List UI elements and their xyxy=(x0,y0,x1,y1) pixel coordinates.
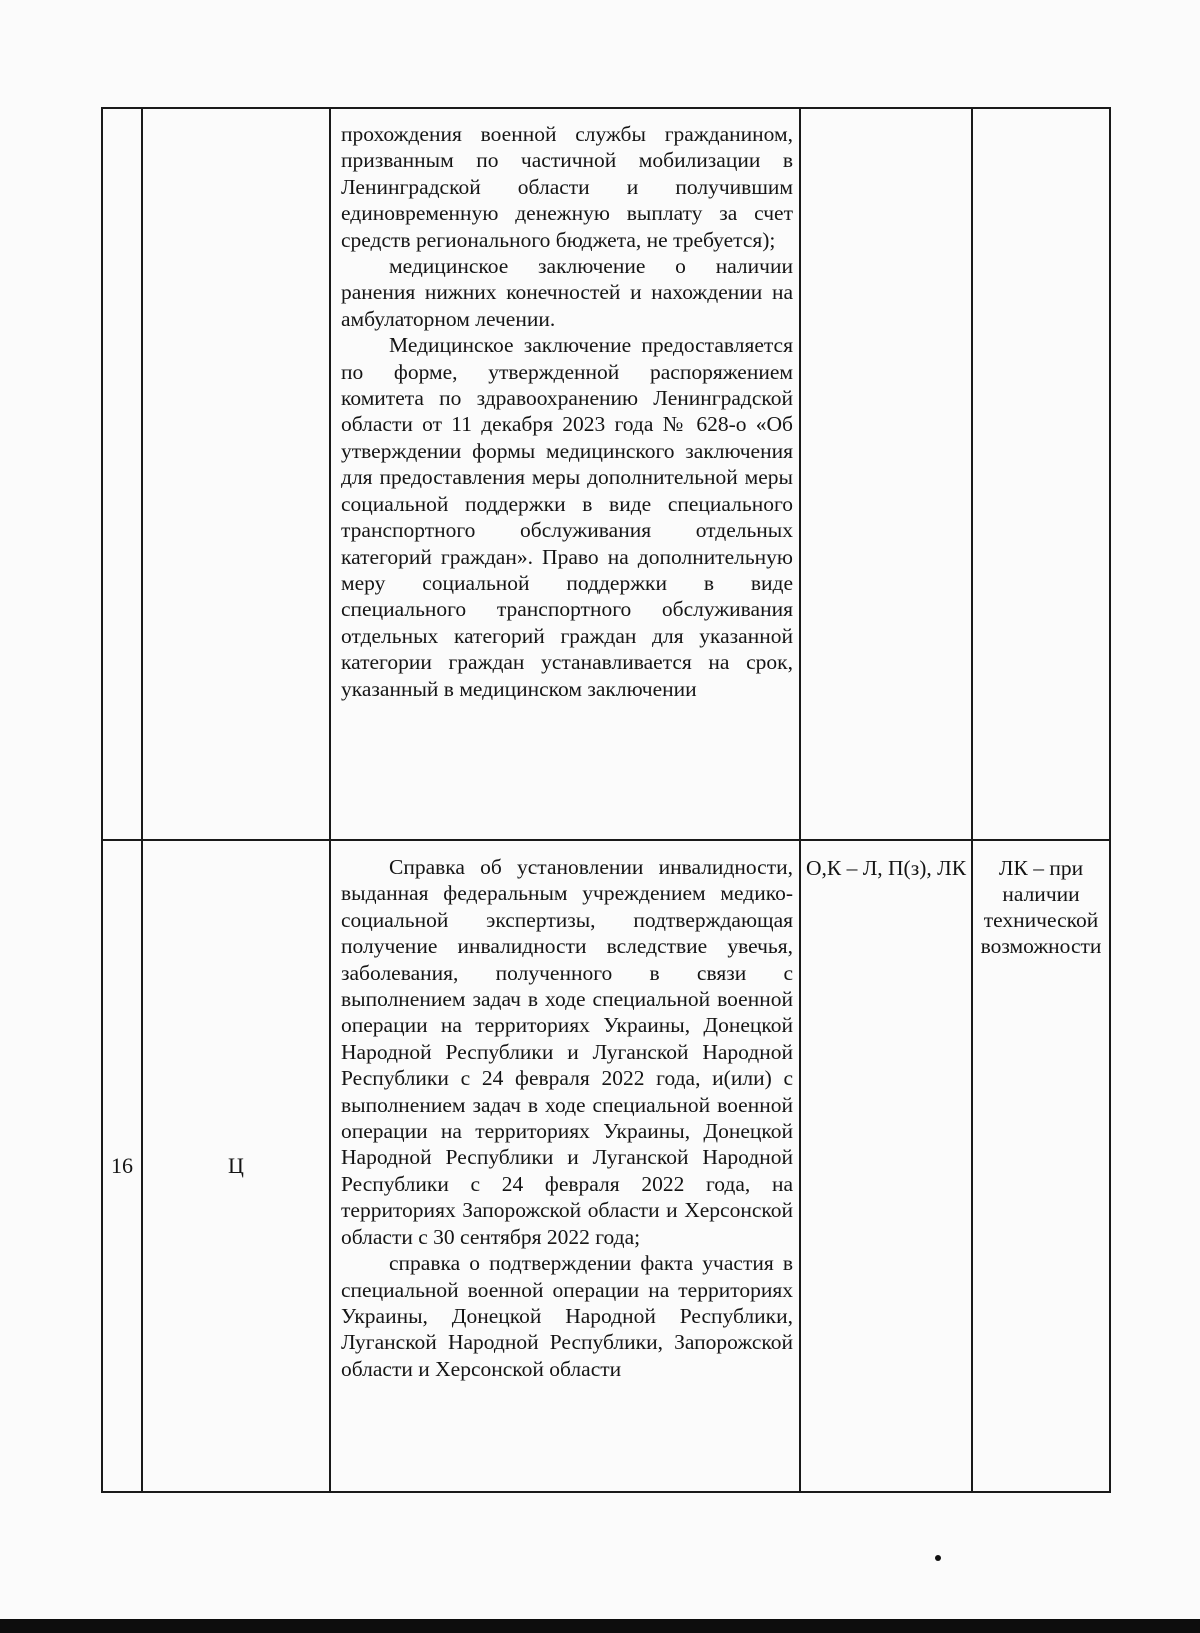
electronic-submission-text xyxy=(973,109,1109,123)
row-number-cell xyxy=(102,108,142,840)
table-row xyxy=(102,108,1110,840)
submission-methods-text xyxy=(801,109,971,123)
electronic-submission-text: ЛК – при наличии технической возможности xyxy=(980,856,1102,958)
category-code-cell xyxy=(142,108,330,840)
documents-cell xyxy=(330,108,800,840)
row-number-cell: 16 xyxy=(102,840,142,1492)
submission-methods-cell xyxy=(800,108,972,840)
category-code-cell: Ц xyxy=(142,840,330,1492)
documents-table xyxy=(101,107,1111,1493)
electronic-submission-cell xyxy=(972,108,1110,840)
submission-methods-cell xyxy=(800,840,972,1492)
scan-speck xyxy=(935,1555,941,1561)
documents-paragraph: справка о подтверждении факта участия в специальной военной операции на территориях Украины, Донецкой Народной Республики, Луганской Народной Республики, Запорожской области и Херсонской области xyxy=(341,1251,793,1381)
documents-paragraph: прохождения военной службы гражданином, призванным по частичной мобилизации в Ленинградской области и получившим единовременную денежную выплату за счет средств регионального бюджета, не требуется); xyxy=(341,122,793,252)
documents-paragraph: Справка об установлении инвалидности, выданная федеральным учреждением медико-социальной экспертизы, подтверждающая получение инвалидности вследствие увечья, заболевания, полученного в связи с выполнением задач в ходе специальной военной операции на территориях Украины, Донецкой Народной Республики и Луганской Народной Республики с 24 февраля 2022 года, и(или) с выполнением задач в ходе специальной военной операции на территориях Украины, Донецкой Народной Республики и Луганской Народной Республики с 24 февраля 2022 года, на территориях Запорожской области и Херсонской области с 30 сентября 2022 года; xyxy=(341,855,793,1249)
documents-paragraph: медицинское заключение о наличии ранения нижних конечностей и нахождении на амбулаторном лечении. xyxy=(341,254,793,331)
submission-methods-text: О,К – Л, П(з), ЛК xyxy=(805,856,967,880)
electronic-submission-cell xyxy=(972,840,1110,1492)
documents-paragraph: Медицинское заключение предоставляется по форме, утвержденной распоряжением комитета по здравоохранению Ленинградской области от 11 декабря 2023 года № 628-о «Об утверждении формы медицинского заключения для предоставления меры дополнительной меры социальной поддержки в виде специального транспортного обслуживания отдельных категорий граждан». Право на дополнительную меру социальной поддержки в виде специального транспортного обслуживания отдельных категорий граждан для указанной категории граждан устанавливается на срок, указанный в медицинском заключении xyxy=(341,333,793,701)
table-row xyxy=(102,840,1110,1492)
documents-cell xyxy=(330,840,800,1492)
scan-edge-bar xyxy=(0,1619,1200,1633)
